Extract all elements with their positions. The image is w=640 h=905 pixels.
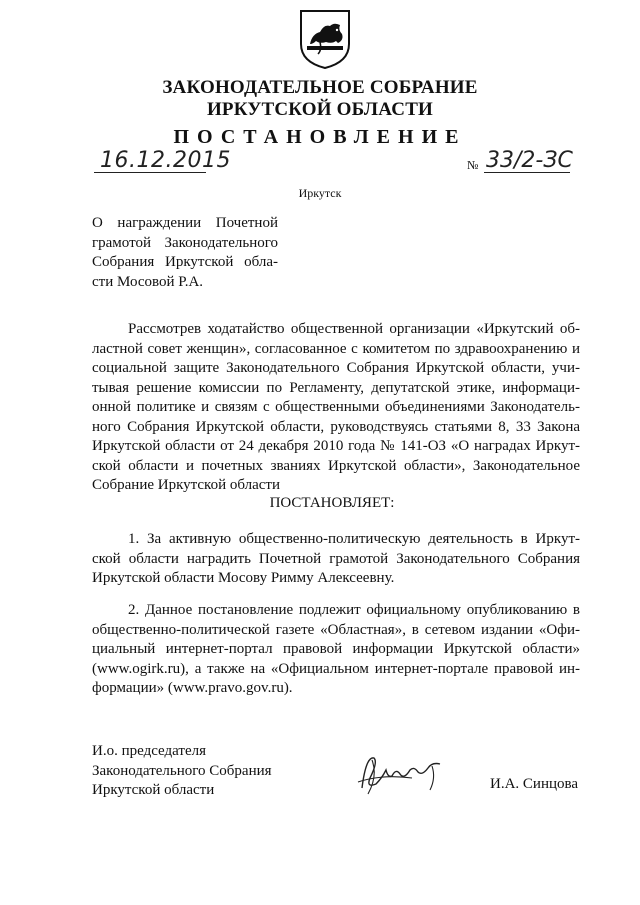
date-underline [94,172,206,173]
coat-of-arms-icon [298,8,352,70]
text-line: формации» (www.pravo.gov.ru). [92,680,293,696]
position-line: Законодательного Собрания [92,762,272,779]
subject-line: грамотой Законодательного [92,234,278,251]
number-underline [484,172,570,173]
document-type: ПОСТАНОВЛЕНИЕ [173,126,467,148]
point-2-paragraph [92,601,580,699]
position-line: И.о. председателя [92,743,207,759]
text-line: Рассмотрев ходатайство общественной организации «Иркутский об- [128,321,580,337]
document-date: 16.12.2015 [100,148,231,173]
text-line: циальный интернет-портал правовой информации Иркутской области» [92,641,580,657]
text-line: онной политике и связям с общественными объединениями Законодатель- [92,399,580,415]
text-line: (www.ogirk.ru), а также на «Официальном интернет-портале правовой ин- [92,660,580,677]
text-line: ного Собрания Иркутской области, руководствуясь статьями 8, 33 Закона [92,418,580,435]
text-line: 2. Данное постановление подлежит официальному опубликованию в [128,602,580,618]
signer-name: И.А. Синцова [490,776,579,792]
text-line: тывая решение комиссии по Регламенту, депутатской этике, информаци- [92,379,580,396]
text-line: ластной совет женщин», согласованное с комитетом по здравоохранению и [92,340,580,357]
text-line: Собрание Иркутской области [92,477,281,493]
signatory-position [92,742,272,801]
organization-region: ИРКУТСКОЙ ОБЛАСТИ [206,99,434,120]
subject-line: сти Мосовой Р.А. [92,273,204,290]
text-line: Иркутской области от 24 декабря 2010 года № 141-ОЗ «О наградах Иркут- [92,438,580,454]
text-line: ской области и почетных званиях Иркутской области», Законодательное [92,457,580,474]
subject-line: О награждении Почетной [92,215,278,231]
text-line: Иркутской области Мосову Римму Алексеевну. [92,570,395,586]
document-number: 33/2-ЗС [486,148,573,173]
resolves-heading: ПОСТАНОВЛЯЕТ: [269,495,395,511]
preamble-paragraph [92,320,580,496]
subject-line: Собрания Иркутской обла- [92,254,278,270]
text-line: социальной защите Законодательного Собрания Иркутской области, учи- [92,360,580,376]
signature-icon [352,748,448,798]
city: Иркутск [298,186,342,200]
position-line: Иркутской области [92,782,215,798]
number-label: № [467,158,479,172]
point-1-paragraph [92,530,580,589]
subject-block [92,214,278,292]
organization-name: ЗАКОНОДАТЕЛЬНОЕ СОБРАНИЕ [162,77,478,98]
text-line: ской области наградить Почетной грамотой Законодательного Собрания [92,550,580,567]
text-line: общественно-политической газете «Областная», в сетевом издании «Офи- [92,621,580,638]
text-line: 1. За активную общественно-политическую деятельность в Иркут- [128,531,580,547]
